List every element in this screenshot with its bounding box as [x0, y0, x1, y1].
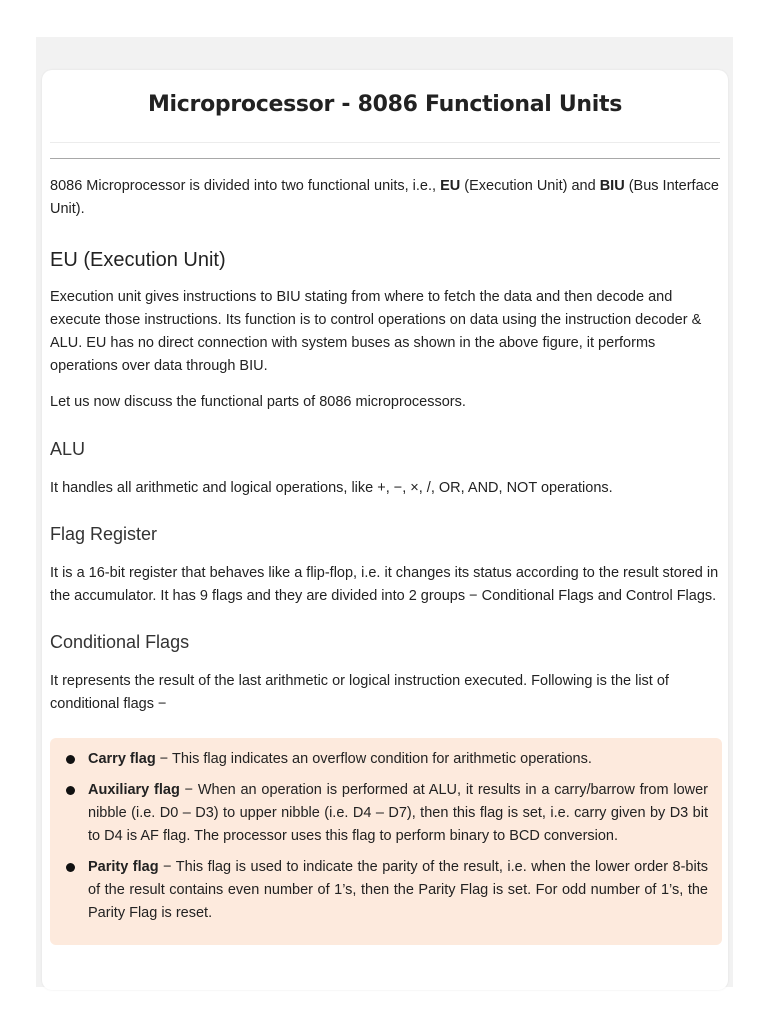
title-divider — [50, 158, 720, 159]
flag-register-paragraph: It is a 16-bit register that behaves like a flip-flop, i.e. it changes its status according to the result stored in the accumulator. It has 9 flags and they are divided into 2 groups − Conditional Flags and Control Flags. — [50, 565, 719, 604]
flag-description: − When an operation is performed at ALU, it results in a carry/barrow from lower nibble (i.e. D0 – D3) to upper nibble (i.e. D4 – D7), then this flag is set, i.e. carry given by D3 bit to D4 is AF flag. The processor uses this flag to perform binary to BCD conversion. — [88, 782, 708, 844]
list-item-auxiliary-flag — [64, 779, 708, 848]
conditional-flags-paragraph: It represents the result of the last arithmetic or logical instruction executed. Following is the list of conditional flags − — [50, 673, 669, 712]
list-item-carry-flag — [64, 748, 708, 771]
flag-register-heading: Flag Register — [50, 524, 158, 544]
intro-text-start: 8086 Microprocessor is divided into two functional units, i.e., — [50, 178, 441, 194]
bullet-icon — [66, 755, 75, 764]
eu-paragraph-1: Execution unit gives instructions to BIU stating from where to fetch the data and then decode and execute those instructions. Its function is to control operations on data using the instruction decoder & ALU. EU has no direct connection with system buses as shown in the above figure, it performs operations over data through BIU. — [50, 289, 702, 374]
article-card — [42, 70, 728, 990]
intro-text-middle: (Execution Unit) and — [460, 178, 600, 194]
intro-paragraph — [50, 175, 722, 221]
title-divider-light — [50, 142, 720, 143]
conditional-flags-box — [50, 738, 722, 945]
page-title: Microprocessor - 8086 Functional Units — [147, 92, 623, 117]
flag-name: Parity flag — [88, 859, 159, 875]
bullet-icon — [66, 786, 75, 795]
intro-text-end: (Bus Interface Unit). — [50, 178, 719, 217]
bullet-icon — [66, 863, 75, 872]
conditional-flags-list — [64, 748, 708, 925]
flag-name: Auxiliary flag — [88, 782, 180, 798]
flag-description: − This flag indicates an overflow condition for arithmetic operations. — [155, 751, 592, 767]
article-content — [50, 175, 722, 945]
flag-description: − This flag is used to indicate the parity of the result, i.e. when the lower order 8-bits of the result contains even number of 1’s, then the Parity Flag is set. For odd number of 1’s, the Parity Flag is reset. — [88, 859, 708, 921]
biu-abbreviation: BIU — [599, 178, 625, 194]
eu-abbreviation: EU — [440, 178, 461, 194]
list-item-parity-flag — [64, 856, 708, 925]
alu-paragraph: It handles all arithmetic and logical operations, like +, −, ×, /, OR, AND, NOT operations. — [50, 480, 613, 496]
eu-heading: EU (Execution Unit) — [50, 249, 226, 271]
alu-heading: ALU — [50, 439, 86, 459]
flag-name: Carry flag — [88, 751, 156, 767]
conditional-flags-heading: Conditional Flags — [50, 632, 190, 652]
eu-paragraph-2: Let us now discuss the functional parts of 8086 microprocessors. — [50, 394, 466, 410]
